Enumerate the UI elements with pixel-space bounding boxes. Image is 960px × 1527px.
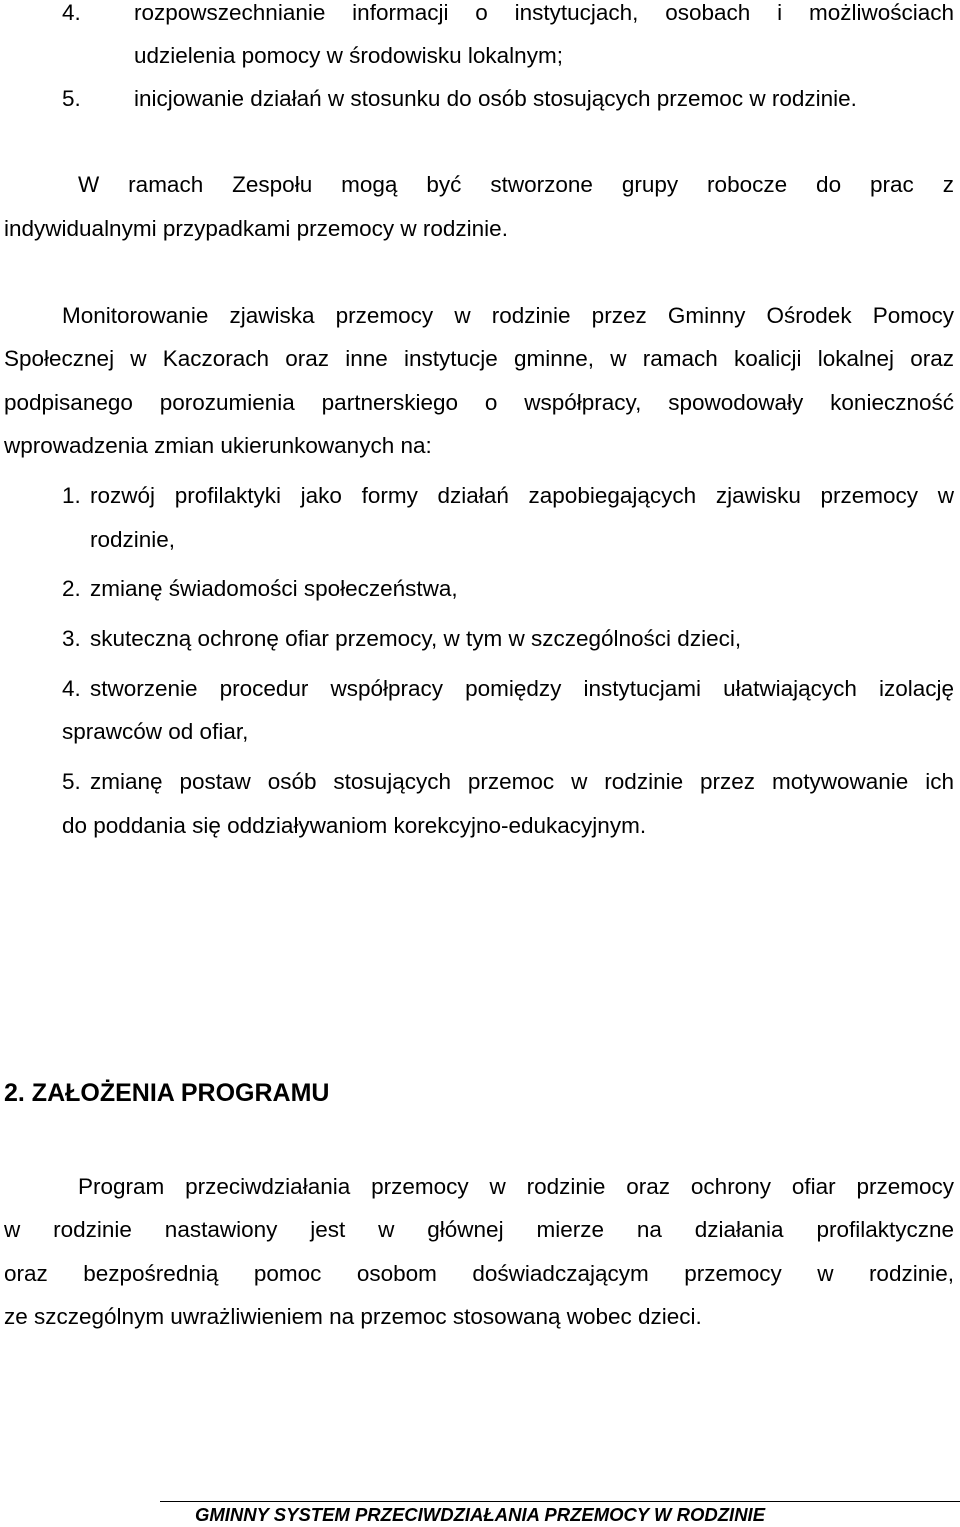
paragraph-line: wprowadzenia zmian ukierunkowanych na: bbox=[4, 433, 432, 458]
list-item-text-continued: sprawców od ofiar, bbox=[62, 719, 249, 744]
list-item-text: inicjowanie działań w stosunku do osób stosujących przemoc w rodzinie. bbox=[134, 86, 857, 111]
list-item-text-continued: do poddania się oddziaływaniom korekcyjno-edukacyjnym. bbox=[62, 813, 647, 838]
section-heading: 2. ZAŁOŻENIA PROGRAMU bbox=[4, 1079, 330, 1107]
list-item-text: zmianę świadomości społeczeństwa, bbox=[90, 576, 458, 601]
paragraph-line: Program przeciwdziałania przemocy w rodzinie oraz ochrony ofiar przemocy bbox=[78, 1174, 954, 1199]
list-item-number: 4. bbox=[62, 0, 81, 25]
paragraph-line: ze szczególnym uwrażliwieniem na przemoc stosowaną wobec dzieci. bbox=[4, 1304, 702, 1329]
list-item-number: 1. bbox=[62, 483, 81, 508]
list-item-number: 3. bbox=[62, 626, 81, 651]
list-item-text: stworzenie procedur współpracy pomiędzy instytucjami ułatwiających izolację bbox=[90, 676, 954, 701]
list-item-number: 5. bbox=[62, 86, 81, 111]
list-item-text-continued: rodzinie, bbox=[90, 527, 176, 552]
paragraph-line: podpisanego porozumienia partnerskiego o współpracy, spowodowały konieczność bbox=[4, 390, 954, 415]
list-item-text: skuteczną ochronę ofiar przemocy, w tym w szczególności dzieci, bbox=[90, 626, 742, 651]
paragraph-line: w rodzinie nastawiony jest w głównej mierze na działania profilaktyczne bbox=[4, 1217, 954, 1242]
paragraph-line: Społecznej w Kaczorach oraz inne instytucje gminne, w ramach koalicji lokalnej oraz bbox=[4, 346, 954, 371]
paragraph-line: oraz bezpośrednią pomoc osobom doświadczającym przemocy w rodzinie, bbox=[4, 1261, 954, 1286]
list-item-text-continued: udzielenia pomocy w środowisku lokalnym; bbox=[134, 43, 563, 68]
list-item-text: rozpowszechnianie informacji o instytucjach, osobach i możliwościach bbox=[134, 0, 954, 25]
list-item-text: zmianę postaw osób stosujących przemoc w rodzinie przez motywowanie ich bbox=[90, 769, 954, 794]
page-footer: GMINNY SYSTEM PRZECIWDZIAŁANIA PRZEMOCY W RODZINIE bbox=[194, 1504, 766, 1525]
footer-divider bbox=[160, 1501, 960, 1502]
paragraph-line: indywidualnymi przypadkami przemocy w rodzinie. bbox=[4, 216, 508, 241]
list-item-text: rozwój profilaktyki jako formy działań zapobiegających zjawisku przemocy w bbox=[90, 483, 954, 508]
list-item-number: 4. bbox=[62, 676, 81, 701]
paragraph-line: W ramach Zespołu mogą być stworzone grupy robocze do prac z bbox=[78, 172, 954, 197]
list-item-number: 2. bbox=[62, 576, 81, 601]
list-item-number: 5. bbox=[62, 769, 81, 794]
paragraph-line: Monitorowanie zjawiska przemocy w rodzinie przez Gminny Ośrodek Pomocy bbox=[62, 303, 954, 328]
